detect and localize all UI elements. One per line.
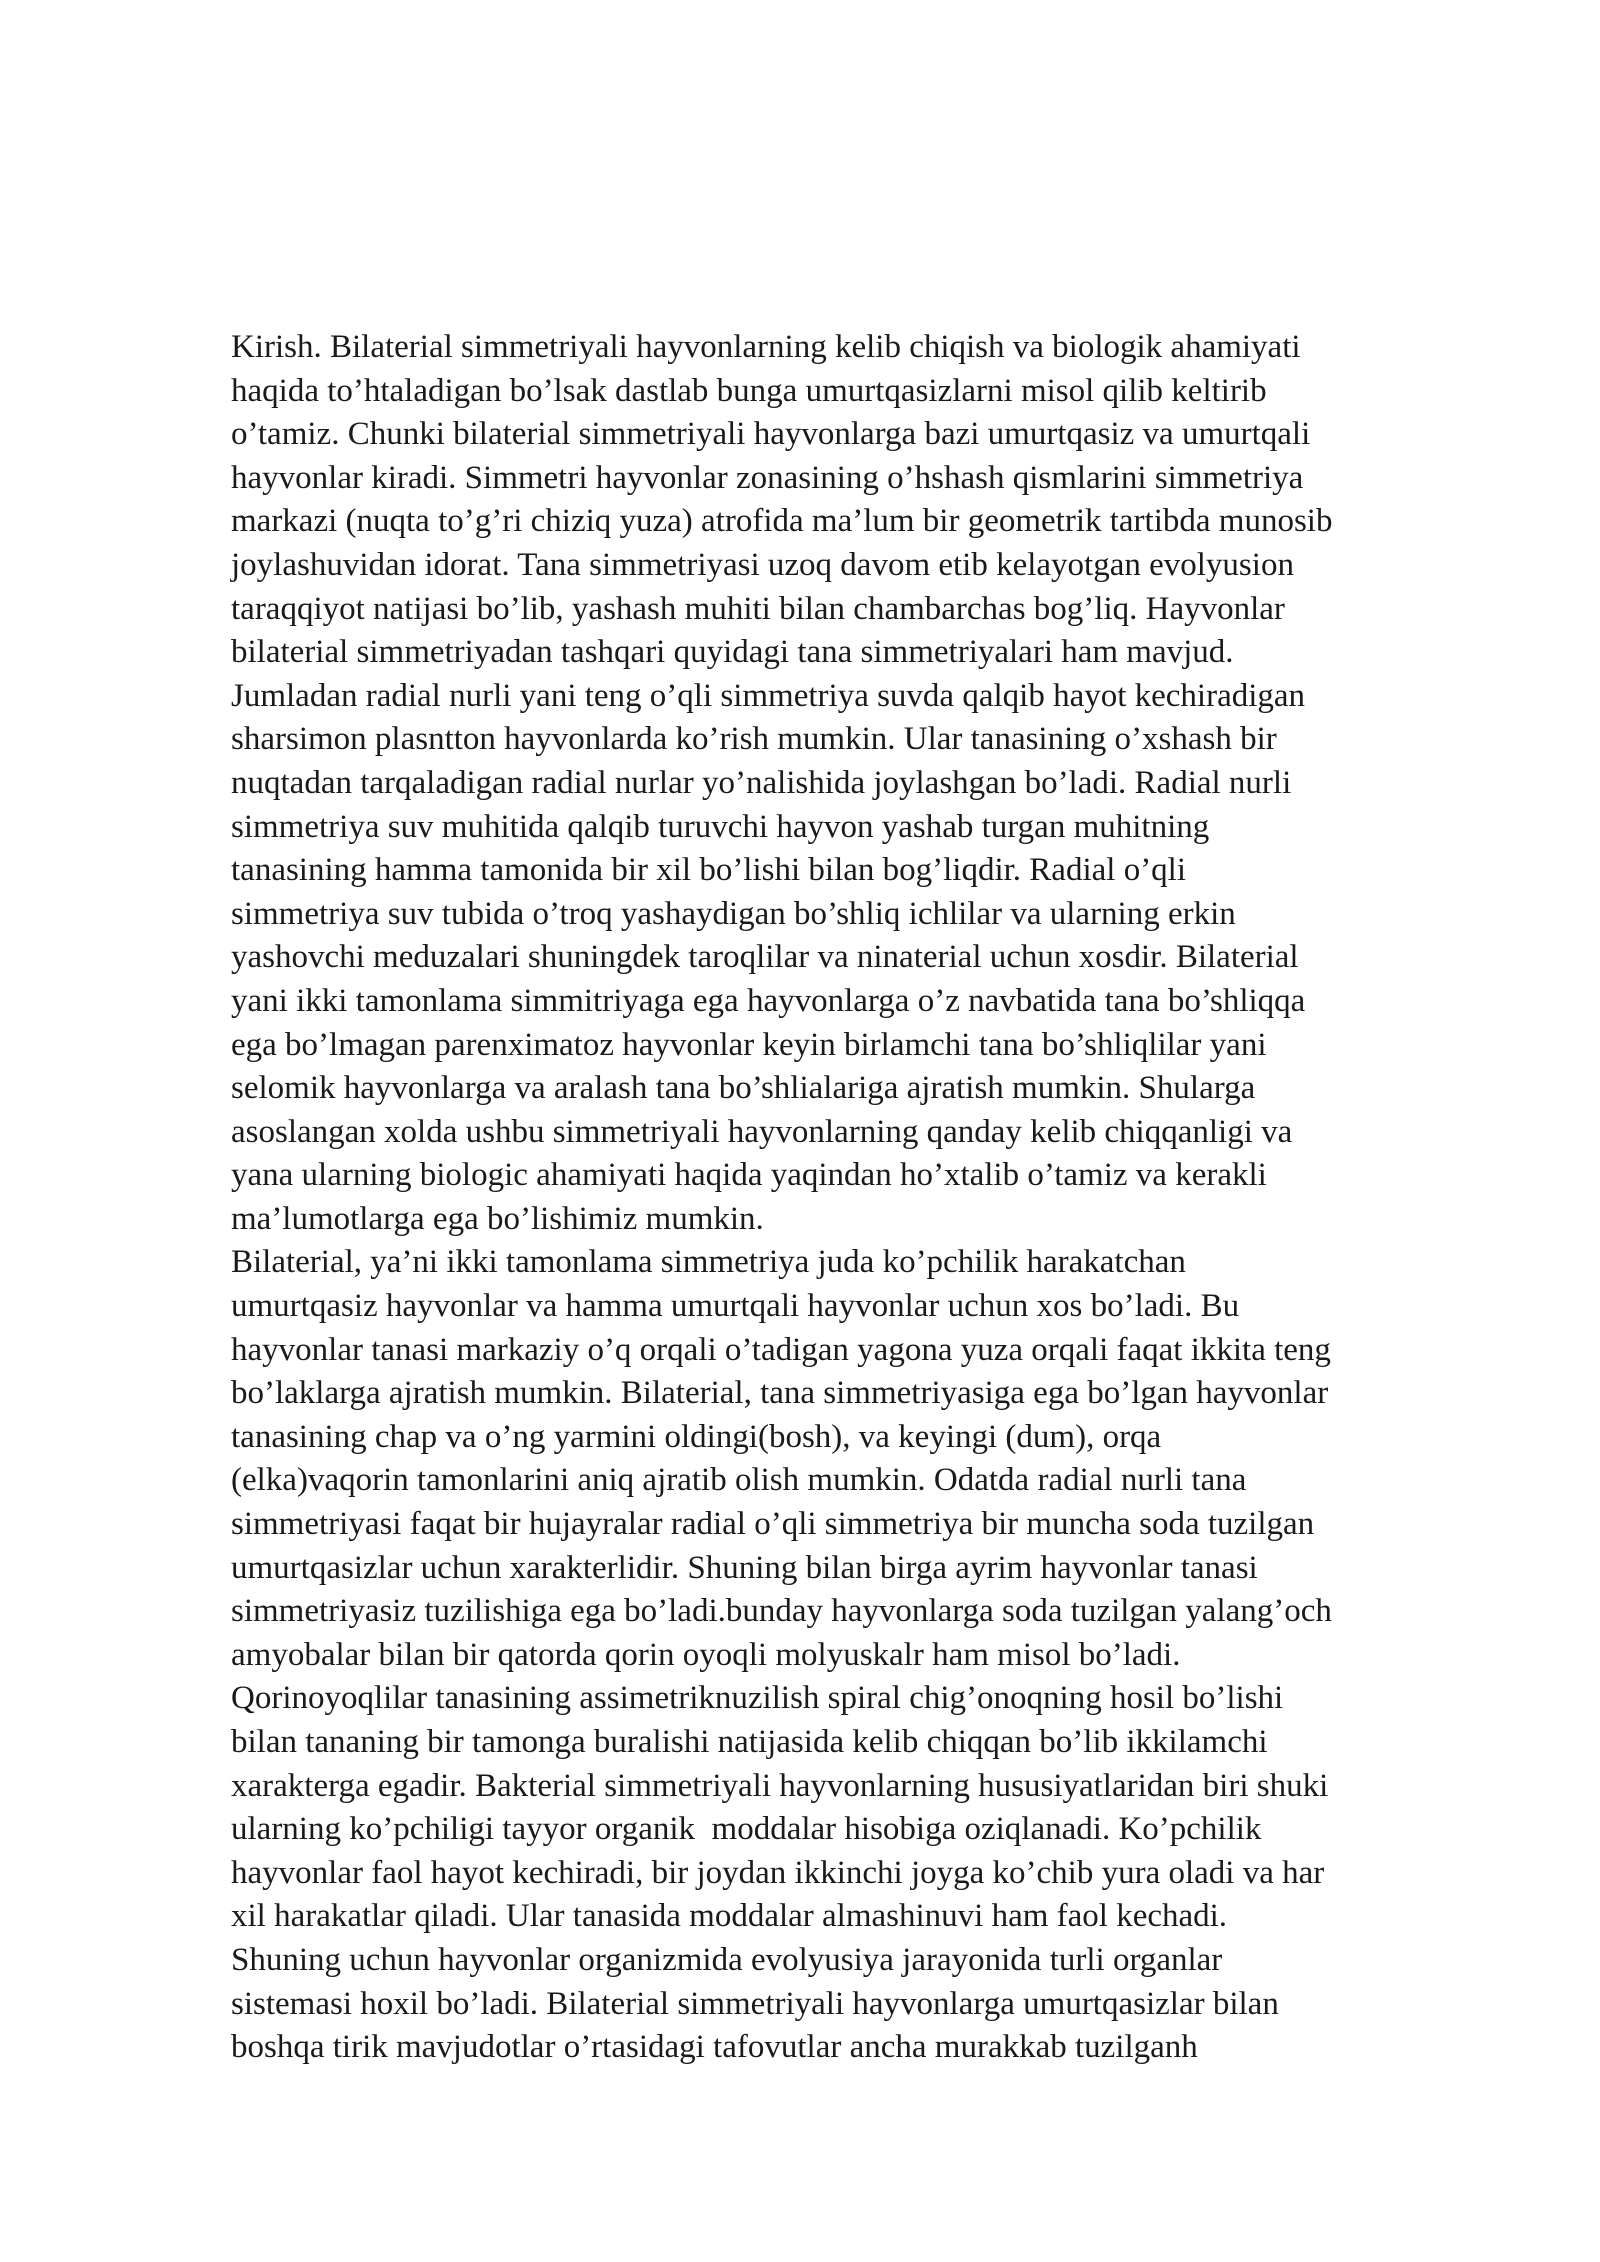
text-line: bo’laklarga ajratish mumkin. Bilaterial, tana simmetriyasiga ega bo’lgan hayvonlar [231,1375,1329,1412]
text-line: nuqtadan tarqaladigan radial nurlar yo’nalishida joylashgan bo’ladi. Radial nurli [231,764,1292,801]
text-line: sistemasi hoxil bo’ladi. Bilaterial simmetriyali hayvonlarga umurtqasizlar bilan [231,1985,1279,2022]
paragraph-introduction [231,326,1531,1241]
text-line: umurtqasiz hayvonlar va hamma umurtqali hayvonlar uchun xos bo’ladi. Bu [231,1288,1240,1325]
text-line: haqida to’htaladigan bo’lsak dastlab bunga umurtqasizlarni misol qilib keltirib [231,372,1267,409]
text-line: ularning ko’pchiligi tayyor organik moddalar hisobiga oziqlanadi. Ko’pchilik [231,1811,1262,1848]
text-line: joylashuvidan idorat. Tana simmetriyasi uzoq davom etib kelayotgan evolyusion [231,546,1294,583]
text-line: hayvonlar faol hayot kechiradi, bir joydan ikkinchi joyga ko’chib yura oladi va har [231,1854,1325,1891]
text-line: ma’lumotlarga ega bo’lishimiz mumkin. [231,1200,764,1237]
text-line: boshqa tirik mavjudotlar o’rtasidagi tafovutlar ancha murakkab tuzilganh [231,2029,1198,2066]
text-line: (elka)vaqorin tamonlarini aniq ajratib olish mumkin. Odatda radial nurli tana [231,1462,1247,1499]
text-line: simmetriya suv tubida o’troq yashaydigan bo’shliq ichlilar va ularning erkin [231,895,1236,932]
text-line: tanasining hamma tamonida bir xil bo’lishi bilan bog’liqdir. Radial o’qli [231,852,1187,889]
text-line: hayvonlar tanasi markaziy o’q orqali o’tadigan yagona yuza orqali faqat ikkita teng [231,1331,1331,1368]
text-line: simmetriyasi faqat bir hujayralar radial o’qli simmetriya bir muncha soda tuzilgan [231,1506,1315,1543]
text-line: amyobalar bilan bir qatorda qorin oyoqli molyuskalr ham misol bo’ladi. [231,1636,1181,1673]
text-line: hayvonlar kiradi. Simmetri hayvonlar zonasining o’hshash qismlarini simmetriya [231,459,1304,496]
text-line: simmetriyasiz tuzilishiga ega bo’ladi.bunday hayvonlarga soda tuzilgan yalang’och [231,1593,1332,1630]
text-line: o’tamiz. Chunki bilaterial simmetriyali hayvonlarga bazi umurtqasiz va umurtqali [231,416,1311,453]
text-line: Jumladan radial nurli yani teng o’qli simmetriya suvda qalqib hayot kechiradigan [231,677,1306,714]
text-line: bilaterial simmetriyadan tashqari quyidagi tana simmetriyalari ham mavjud. [231,634,1234,671]
text-line: sharsimon plasntton hayvonlarda ko’rish mumkin. Ular tanasining o’xshash bir [231,721,1277,758]
text-line: Kirish. Bilaterial simmetriyali hayvonlarning kelib chiqish va biologik ahamiyati [231,329,1301,365]
text-line: asoslangan xolda ushbu simmetriyali hayvonlarning qanday kelib chiqqanligi va [231,1113,1293,1150]
text-line: markazi (nuqta to’g’ri chiziq yuza) atrofida ma’lum bir geometrik tartibda munosib [231,503,1333,540]
text-line: Shuning uchun hayvonlar organizmida evolyusiya jarayonida turli organlar [231,1941,1223,1978]
paragraph-bilateral [231,1241,1531,2069]
text-line: taraqqiyot natijasi bo’lib, yashash muhiti bilan chambarchas bog’liq. Hayvonlar [231,590,1285,627]
text-line: simmetriya suv muhitida qalqib turuvchi hayvon yashab turgan muhitning [231,808,1210,845]
text-line: xil harakatlar qiladi. Ular tanasida moddalar almashinuvi ham faol kechadi. [231,1898,1228,1935]
text-line: ega bo’lmagan parenximatoz hayvonlar keyin birlamchi tana bo’shliqlilar yani [231,1026,1267,1063]
text-line: bilan tananing bir tamonga buralishi natijasida kelib chiqqan bo’lib ikkilamchi [231,1724,1268,1760]
text-line: Bilaterial, ya’ni ikki tamonlama simmetriya juda ko’pchilik harakatchan [231,1244,1186,1281]
text-line: Qorinoyoqlilar tanasining assimetriknuzilish spiral chig’onoqning hosil bo’lishi [231,1680,1284,1717]
text-line: yashovchi meduzalari shuningdek taroqlilar va ninaterial uchun xosdir. Bilaterial [231,939,1299,976]
text-line: tanasining chap va o’ng yarmini oldingi(bosh), va keyingi (dum), orqa [231,1418,1162,1455]
text-line: selomik hayvonlarga va aralash tana bo’shlialariga ajratish mumkin. Shularga [231,1070,1256,1107]
text-line: yani ikki tamonlama simmitriyaga ega hayvonlarga o’z navbatida tana bo’shliqqa [231,982,1306,1019]
document-body [231,326,1531,2070]
text-line: umurtqasizlar uchun xarakterlidir. Shuning bilan birga ayrim hayvonlar tanasi [231,1549,1258,1586]
text-line: xarakterga egadir. Bakterial simmetriyali hayvonlarning hususiyatlaridan biri shuki [231,1767,1329,1804]
text-line: yana ularning biologic ahamiyati haqida yaqindan ho’xtalib o’tamiz va kerakli [231,1157,1267,1194]
